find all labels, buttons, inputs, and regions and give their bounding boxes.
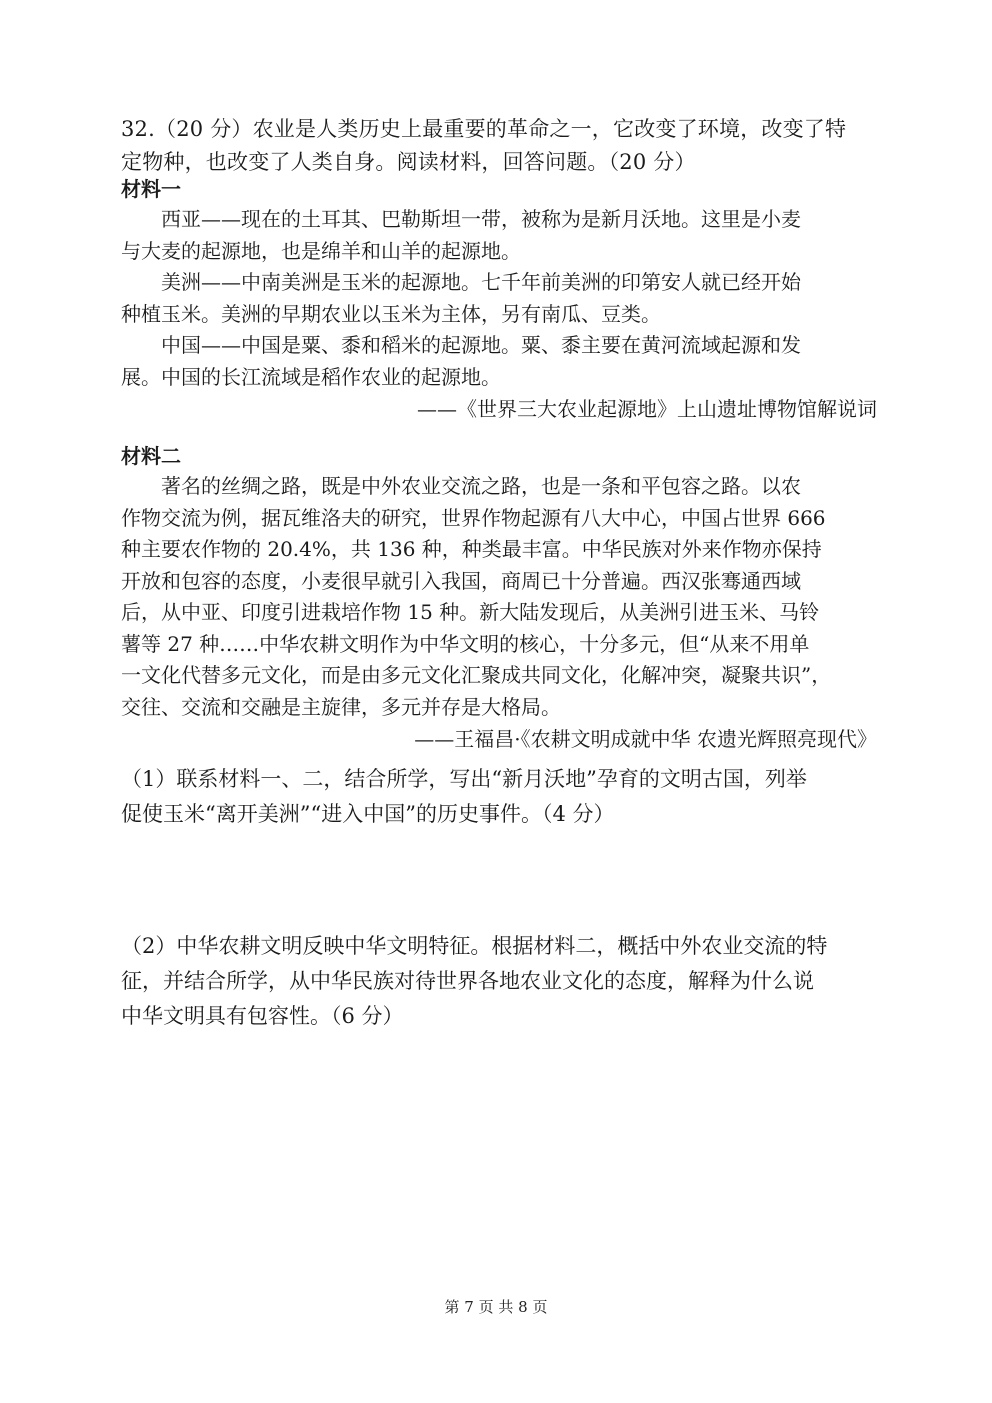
material-1-line: 中国——中国是粟、黍和稻米的起源地。粟、黍主要在黄河流域起源和发	[161, 333, 801, 357]
page-footer: 第 7 页 共 8 页	[444, 1298, 548, 1316]
material-1-line: 与大麦的起源地，也是绵羊和山羊的起源地。	[121, 238, 521, 263]
sub-question-1-line: （1）联系材料一、二，结合所学，写出“新月沃地”孕育的文明古国，列举	[121, 767, 807, 791]
material-1-line: 美洲——中南美洲是玉米的起源地。七千年前美洲的印第安人就已经开始	[161, 270, 801, 294]
material-1-line: 种植玉米。美洲的早期农业以玉米为主体，另有南瓜、豆类。	[121, 301, 661, 326]
question-line: 定物种，也改变了人类自身。阅读材料，回答问题。（20 分）	[121, 150, 696, 174]
material-2-line: 一文化代替多元文化，而是由多元文化汇聚成共同文化，化解冲突，凝聚共识”，	[121, 663, 832, 687]
sub-question-1-line: 促使玉米“离开美洲”“进入中国”的历史事件。（4 分）	[121, 802, 615, 826]
sub-question-2-line: （2）中华农耕文明反映中华文明特征。根据材料二，概括中外农业交流的特	[121, 934, 828, 958]
material-1	[121, 174, 877, 425]
material-2-line: 开放和包容的态度，小麦很早就引入我国，商周已十分普遍。西汉张骞通西域	[121, 568, 801, 593]
material-2	[121, 441, 877, 755]
material-2-line: 种主要农作物的 20.4%，共 136 种，种类最丰富。中华民族对外来作物亦保持	[121, 537, 822, 561]
material-2-source: ——王福昌·《农耕文明成就中华 农遗光辉照亮现代》	[414, 727, 877, 751]
material-1-line: 展。中国的长江流域是稻作农业的起源地。	[121, 364, 501, 389]
material-2-line: 作物交流为例，据瓦维洛夫的研究，世界作物起源有八大中心，中国占世界 666	[121, 505, 826, 530]
material-1-heading: 材料一	[121, 177, 181, 201]
material-2-heading: 材料二	[121, 444, 181, 468]
sub-question-2-line: 征，并结合所学，从中华民族对待世界各地农业文化的态度，解释为什么说	[121, 969, 814, 993]
question-line: 32.（20 分）农业是人类历史上最重要的革命之一，它改变了环境，改变了特	[121, 117, 847, 141]
question-stem	[121, 113, 877, 179]
sub-question-1	[121, 762, 877, 832]
material-2-line: 后，从中亚、印度引进栽培作物 15 种。新大陆发现后，从美洲引进玉米、马铃	[121, 600, 820, 624]
material-2-line: 薯等 27 种……中华农耕文明作为中华文明的核心，十分多元，但“从来不用单	[121, 631, 810, 656]
material-2-line: 交往、交流和交融是主旋律，多元并存是大格局。	[121, 694, 561, 719]
sub-question-2	[121, 929, 877, 1034]
material-2-line: 著名的丝绸之路，既是中外农业交流之路，也是一条和平包容之路。以农	[161, 474, 801, 498]
material-1-source: ——《世界三大农业起源地》上山遗址博物馆解说词	[417, 397, 877, 421]
material-1-line: 西亚——现在的土耳其、巴勒斯坦一带，被称为是新月沃地。这里是小麦	[161, 207, 801, 231]
sub-question-2-line: 中华文明具有包容性。（6 分）	[121, 1004, 404, 1028]
